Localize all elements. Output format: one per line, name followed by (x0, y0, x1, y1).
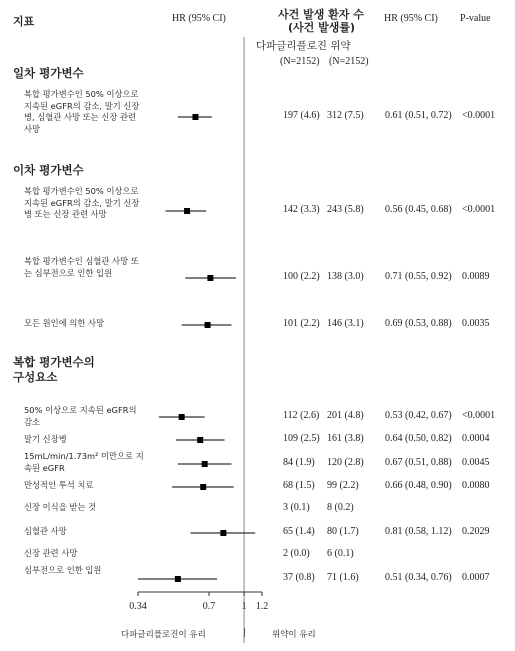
row-dapa-events: 68 (1.5) (283, 480, 315, 491)
row-placebo-events: 146 (3.1) (327, 318, 364, 329)
row-pvalue: <0.0001 (462, 410, 496, 421)
row-placebo-events: 6 (0.1) (327, 548, 354, 559)
row-pvalue: 0.0004 (462, 433, 490, 444)
row-pvalue: 0.0045 (462, 457, 490, 468)
row-placebo-events: 312 (7.5) (327, 110, 364, 121)
col-events-header: 사건 발생 환자 수 (278, 8, 364, 21)
col-hr-ci-right-header: HR (95% CI) (384, 13, 438, 24)
section-components-cont: 구성요소 (13, 370, 58, 384)
row-dapa-events: 197 (4.6) (283, 110, 320, 121)
row-label: 모든 원인에 의한 사망 (24, 318, 105, 328)
row-label: 신장 관련 사망 (24, 548, 78, 558)
row-hr-text: 0.53 (0.42, 0.67) (385, 410, 452, 421)
row-pvalue: 0.0035 (462, 318, 490, 329)
hr-point (175, 576, 181, 582)
group-label: 다파글리플로진 위약 (256, 40, 351, 52)
row-hr-text: 0.51 (0.34, 0.76) (385, 572, 452, 583)
row-pvalue: <0.0001 (462, 110, 496, 121)
row-dapa-events: 109 (2.5) (283, 433, 320, 444)
hr-point (202, 461, 208, 467)
row-dapa-events: 84 (1.9) (283, 457, 315, 468)
x-tick-label: 0.7 (202, 601, 216, 612)
row-placebo-events: 201 (4.8) (327, 410, 364, 421)
row-dapa-events: 142 (3.3) (283, 204, 320, 215)
favors-dapa-label: 다파글리플로진이 유리 (121, 630, 206, 640)
row-placebo-events: 120 (2.8) (327, 457, 364, 468)
row-hr-text: 0.69 (0.53, 0.88) (385, 318, 452, 329)
row-placebo-events: 138 (3.0) (327, 271, 364, 282)
row-label: 심혈관 사망 (24, 526, 67, 536)
row-label: 만성적인 투석 치료 (24, 480, 94, 490)
row-placebo-events: 8 (0.2) (327, 502, 354, 513)
row-placebo-events: 71 (1.6) (327, 572, 359, 583)
hr-point (184, 208, 190, 214)
row-pvalue: <0.0001 (462, 204, 496, 215)
row-dapa-events: 65 (1.4) (283, 526, 315, 537)
row-dapa-events: 3 (0.1) (283, 502, 310, 513)
row-placebo-events: 243 (5.8) (327, 204, 364, 215)
section-secondary: 이차 평가변수 (13, 163, 84, 177)
x-tick-label: 1.2 (255, 601, 269, 612)
row-placebo-events: 161 (3.8) (327, 433, 364, 444)
hr-point (197, 437, 203, 443)
row-hr-text: 0.71 (0.55, 0.92) (385, 271, 452, 282)
row-hr-text: 0.56 (0.45, 0.68) (385, 204, 452, 215)
row-pvalue: 0.0080 (462, 480, 490, 491)
row-placebo-events: 99 (2.2) (327, 480, 359, 491)
row-placebo-events: 80 (1.7) (327, 526, 359, 537)
row-label: 15mL/min/1.73m² 미만으로 지속된 eGFR (24, 451, 144, 473)
hr-point (207, 275, 213, 281)
hr-point (200, 484, 206, 490)
row-label: 심부전으로 인한 입원 (24, 565, 102, 575)
row-pvalue: 0.0007 (462, 572, 490, 583)
x-tick-label: 0.34 (129, 601, 147, 612)
row-hr-text: 0.61 (0.51, 0.72) (385, 110, 452, 121)
hr-point (192, 114, 198, 120)
row-hr-text: 0.64 (0.50, 0.82) (385, 433, 452, 444)
n-placebo: (N=2152) (329, 56, 369, 67)
col-hr-ci-left-header: HR (95% CI) (172, 13, 226, 24)
row-dapa-events: 101 (2.2) (283, 318, 320, 329)
row-label: 신장 이식을 받는 것 (24, 502, 97, 512)
row-hr-text: 0.66 (0.48, 0.90) (385, 480, 452, 491)
row-dapa-events: 100 (2.2) (283, 271, 320, 282)
row-label: 복합 평가변수인 50% 이상으로 지속된 eGFR의 감소, 말기 신장병 또는 신장 관련 사망 (24, 186, 140, 219)
row-label: 복합 평가변수인 50% 이상으로 지속된 eGFR의 감소, 말기 신장병, 심혈관 사망 또는 신장 관련 사망 (24, 89, 140, 134)
col-events-subheader: (사건 발생률) (288, 21, 356, 34)
row-hr-text: 0.81 (0.58, 1.12) (385, 526, 452, 537)
hr-point (179, 414, 185, 420)
x-tick-label: 1 (241, 601, 247, 612)
col-indicator-header: 지표 (13, 15, 35, 28)
hr-point (205, 322, 211, 328)
row-hr-text: 0.67 (0.51, 0.88) (385, 457, 452, 468)
row-label: 복합 평가변수인 심혈관 사망 또는 심부전으로 인한 입원 (24, 256, 139, 278)
row-label: 말기 신장병 (24, 434, 67, 444)
section-components: 복합 평가변수의 (13, 355, 95, 369)
row-dapa-events: 112 (2.6) (283, 410, 320, 421)
n-dapa: (N=2152) (280, 56, 320, 67)
footer-separator: | (243, 628, 246, 638)
col-pvalue-header: P-value (460, 13, 491, 24)
row-pvalue: 0.2029 (462, 526, 490, 537)
row-dapa-events: 2 (0.0) (283, 548, 310, 559)
row-dapa-events: 37 (0.8) (283, 572, 315, 583)
hr-point (220, 530, 226, 536)
row-pvalue: 0.0089 (462, 271, 490, 282)
row-label: 50% 이상으로 지속된 eGFR의 감소 (24, 405, 137, 427)
section-primary: 일차 평가변수 (13, 66, 84, 80)
favors-placebo-label: 위약이 유리 (272, 630, 316, 640)
